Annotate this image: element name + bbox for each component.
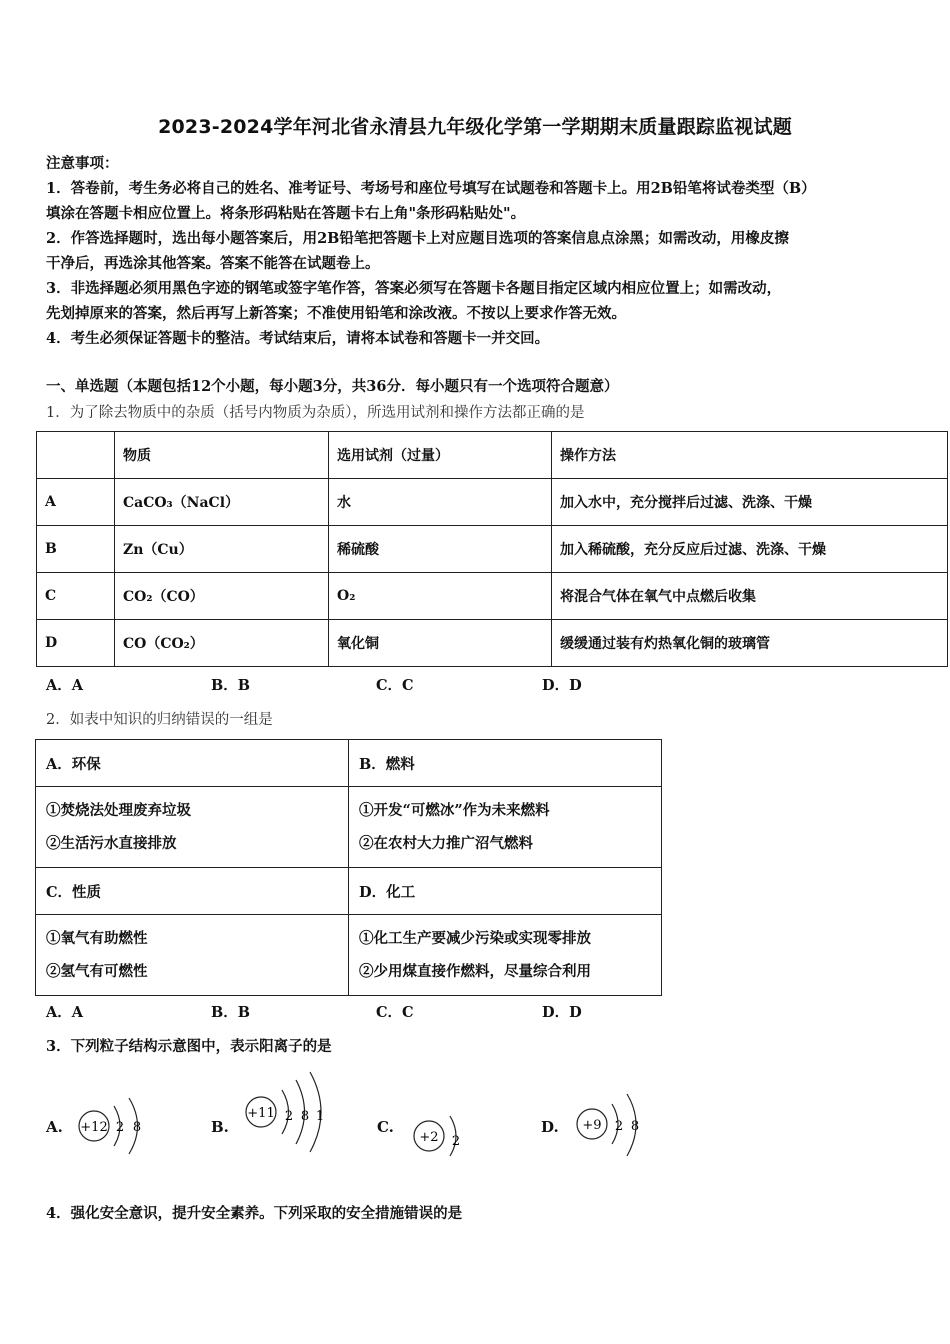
option-c[interactable]: C．C — [376, 677, 414, 694]
table-cell — [349, 787, 662, 868]
table-cell: D — [37, 620, 115, 667]
option-d[interactable]: D．D — [542, 677, 582, 694]
table-row — [37, 479, 948, 526]
table-cell: A．环保 — [36, 740, 349, 787]
notes-line: 2．作答选择题时，选出每小题答案后，用2B铅笔把答题卡上对应题目选项的答案信息点涂黑；如需改动，用橡皮擦 — [46, 230, 789, 247]
table-cell — [349, 915, 662, 996]
list-item: ①开发“可燃冰”作为未来燃料 — [359, 802, 550, 819]
atom-diagram-d[interactable] — [572, 1088, 662, 1162]
notes-line: 4．考生必须保证答题卡的整洁。考试结束后，请将本试卷和答题卡一并交回。 — [46, 330, 550, 347]
list-item: ②少用煤直接作燃料，尽量综合利用 — [359, 963, 591, 980]
table-cell: A — [37, 479, 115, 526]
table-cell: Zn（Cu） — [115, 526, 329, 573]
option-b[interactable]: B．B — [211, 677, 251, 694]
list-item: ②氢气有可燃性 — [46, 963, 148, 980]
shell-electrons: 2 — [284, 1109, 294, 1124]
table-row — [36, 868, 662, 915]
atom-diagram-c[interactable] — [408, 1108, 478, 1164]
list-item: ①化工生产要减少污染或实现零排放 — [359, 930, 591, 947]
atom-diagram-b[interactable] — [240, 1068, 340, 1158]
nucleus-charge: +9 — [582, 1118, 602, 1133]
shell-electrons: 2 — [115, 1120, 125, 1135]
shell-electrons: 2 — [614, 1119, 624, 1134]
option-c-label[interactable]: C. — [377, 1118, 394, 1136]
table-cell: D．化工 — [349, 868, 662, 915]
table-row — [36, 787, 662, 868]
table-cell — [36, 787, 349, 868]
table-cell: 加入稀硫酸，充分反应后过滤、洗涤、干燥 — [552, 526, 948, 573]
table-cell: O₂ — [329, 573, 552, 620]
table-row — [37, 573, 948, 620]
table-row — [37, 620, 948, 667]
table-row — [36, 915, 662, 996]
table-header-row — [37, 432, 948, 479]
question-1-table — [36, 431, 948, 667]
notes-line: 先划掉原来的答案，然后再写上新答案；不准使用铅笔和涂改液。不按以上要求作答无效。 — [46, 305, 626, 322]
table-header-cell — [37, 432, 115, 479]
notes-line: 1．答卷前，考生务必将自己的姓名、准考证号、考场号和座位号填写在试题卷和答题卡上。用2B铅笔将试卷类型（B） — [46, 180, 816, 197]
table-cell: 将混合气体在氧气中点燃后收集 — [552, 573, 948, 620]
question-2-table — [35, 739, 662, 996]
table-row — [37, 526, 948, 573]
atom-diagram-a[interactable] — [74, 1090, 164, 1162]
table-cell: C — [37, 573, 115, 620]
list-item: ①焚烧法处理废弃垃圾 — [46, 802, 191, 819]
option-b-label[interactable]: B. — [211, 1118, 229, 1136]
table-header-cell: 选用试剂（过量） — [329, 432, 552, 479]
shell-electrons: 8 — [630, 1119, 640, 1134]
option-d-label[interactable]: D. — [541, 1118, 559, 1136]
table-cell: CO₂（CO） — [115, 573, 329, 620]
option-a[interactable]: A．A — [46, 677, 84, 694]
table-cell: 稀硫酸 — [329, 526, 552, 573]
page-title: 2023-2024学年河北省永清县九年级化学第一学期期末质量跟踪监视试题 — [158, 116, 792, 138]
question-4-stem: 4．强化安全意识，提升安全素养。下列采取的安全措施错误的是 — [46, 1205, 463, 1222]
section-heading: 一、单选题（本题包括12个小题，每小题3分，共36分．每小题只有一个选项符合题意） — [46, 378, 619, 395]
shell-electrons: 2 — [451, 1134, 461, 1149]
question-3-stem: 3．下列粒子结构示意图中，表示阳离子的是 — [46, 1038, 332, 1055]
table-header-cell: 操作方法 — [552, 432, 948, 479]
list-item: ①氧气有助燃性 — [46, 930, 148, 947]
notes-heading: 注意事项： — [46, 155, 119, 172]
shell-electrons: 8 — [300, 1109, 310, 1124]
table-cell: C．性质 — [36, 868, 349, 915]
question-2-stem: 2．如表中知识的归纳错误的一组是 — [46, 712, 273, 728]
table-cell: B — [37, 526, 115, 573]
notes-line: 3．非选择题必须用黑色字迹的钢笔或签字笔作答，答案必须写在答题卡各题目指定区域内相应位置上；如需改动， — [46, 280, 782, 297]
shell-electrons: 8 — [132, 1120, 142, 1135]
table-cell: B．燃料 — [349, 740, 662, 787]
option-d[interactable]: D．D — [542, 1004, 582, 1021]
nucleus-charge: +11 — [247, 1106, 275, 1121]
option-b[interactable]: B．B — [211, 1004, 251, 1021]
table-cell: CO（CO₂） — [115, 620, 329, 667]
table-header-cell: 物质 — [115, 432, 329, 479]
list-item: ②生活污水直接排放 — [46, 835, 177, 852]
notes — [46, 151, 916, 351]
option-a-label[interactable]: A. — [46, 1118, 63, 1136]
table-cell: 缓缓通过装有灼热氧化铜的玻璃管 — [552, 620, 948, 667]
list-item: ②在农村大力推广沼气燃料 — [359, 835, 533, 852]
table-cell: CaCO₃（NaCl） — [115, 479, 329, 526]
table-row — [36, 740, 662, 787]
shell-electrons: 1 — [315, 1109, 325, 1124]
table-cell: 加入水中，充分搅拌后过滤、洗涤、干燥 — [552, 479, 948, 526]
nucleus-charge: +2 — [419, 1130, 439, 1145]
table-cell: 水 — [329, 479, 552, 526]
notes-line: 填涂在答题卡相应位置上。将条形码粘贴在答题卡右上角"条形码粘贴处"。 — [46, 205, 526, 222]
nucleus-charge: +12 — [80, 1120, 108, 1135]
table-cell: 氧化铜 — [329, 620, 552, 667]
notes-line: 干净后，再选涂其他答案。答案不能答在试题卷上。 — [46, 255, 380, 272]
table-cell — [36, 915, 349, 996]
option-a[interactable]: A．A — [46, 1004, 84, 1021]
question-1-stem: 1．为了除去物质中的杂质（括号内物质为杂质），所选用试剂和操作方法都正确的是 — [46, 405, 585, 421]
option-c[interactable]: C．C — [376, 1004, 414, 1021]
